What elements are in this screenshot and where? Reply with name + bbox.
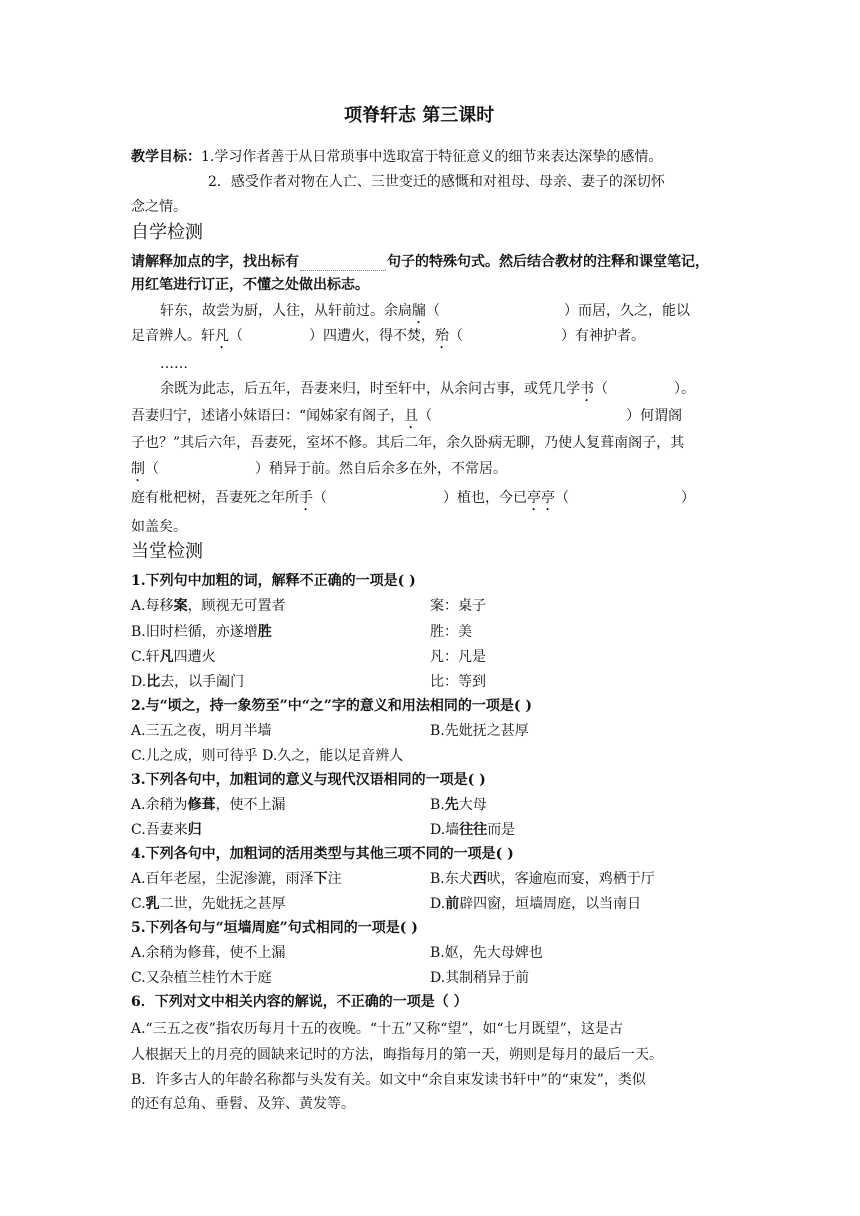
passage-2-line-1 (160, 380, 695, 405)
option-text: 四遭火 (173, 649, 216, 665)
passage-2-line-3: 子也？”其后六年，吾妻死，室坏不修。其后二年，余久卧病无聊，乃使人复葺南阁子，其 (131, 435, 685, 451)
passage-text: ）而居，久之，能以 (564, 303, 690, 319)
passage-text: 吾妻归宁，述诸小妹语曰：“闻姊家有阁子， (131, 408, 405, 424)
page-title: 项脊轩志 第三课时 (344, 105, 495, 126)
dotted-char: 凡 (215, 328, 229, 344)
option-text: B.旧时栏循，亦遂增 (131, 624, 258, 640)
q1-option-c-explanation: 凡：凡是 (430, 649, 486, 665)
q4-option-c[interactable] (131, 895, 286, 913)
q3-option-d[interactable] (430, 821, 515, 839)
instruction-text-a: 请解释加点的字，找出标有 (131, 254, 299, 270)
question-4-stem: 4.下列各句中，加粗词的活用类型与其他三项不同的一项是( ) (131, 846, 514, 862)
blank-open: （ (313, 490, 327, 506)
bold-word: 凡 (159, 649, 174, 665)
option-text: ，使不上漏 (215, 797, 286, 813)
option-text: C.吾妻来 (131, 822, 188, 838)
question-3-stem: 3.下列各句中，加粗词的意义与现代汉语相同的一项是( ) (131, 772, 486, 788)
section-heading-self-check: 自学检测 (131, 222, 203, 243)
option-text: B.东犬 (430, 871, 473, 887)
option-text: 大母 (458, 797, 487, 813)
q1-option-c[interactable] (131, 648, 216, 666)
option-text: A.每移 (131, 598, 174, 614)
option-text: A.百年老屋，尘泥渗漉，雨泽 (131, 871, 314, 887)
dotted-char: 牖 (412, 303, 426, 319)
blank-open: （ (229, 328, 243, 344)
option-text: 二世，先妣抚之甚厚 (159, 896, 286, 912)
option-text: A.余稍为 (131, 797, 188, 813)
option-text: 辟四窗，垣墙周庭，以当南日 (459, 896, 642, 912)
bold-word: 乳 (145, 896, 160, 912)
q6-option-a-line-2: 人根据天上的月亮的圆缺来记时的方法，晦指每月的第一天，朔则是每月的最后一天。 (131, 1047, 663, 1063)
bold-word: 归 (187, 822, 202, 838)
objective-2b: 念之情。 (131, 199, 187, 215)
passage-2-line-4 (131, 460, 507, 485)
passage-text: 余既为此志，后五年，吾妻来归，时至轩中，从余问古事，或凭几学 (160, 381, 580, 397)
bold-word: 往往 (459, 822, 488, 838)
q2-option-b[interactable]: B.先妣抚之甚厚 (430, 723, 529, 739)
q4-option-a[interactable] (131, 870, 342, 888)
passage-2-line-6: 如盖矣。 (131, 519, 187, 535)
passage-text: 轩东，故尝为厨，人往，从轩前过。余扃 (160, 303, 412, 319)
option-text: C.轩 (131, 649, 160, 665)
objective-2a: 2．感受作者对物在人亡、三世变迁的感慨和对祖母、母亲、妻子的深切怀 (208, 174, 665, 190)
q6-option-a-line-1[interactable]: A.“三五之夜”指农历每月十五的夜晚。“十五”又称“望”，如“七月既望”，这是古 (131, 1021, 623, 1037)
dotted-char: 且 (404, 408, 419, 424)
q1-option-b-explanation: 胜：美 (430, 624, 472, 640)
question-2-stem: 2.与“顷之，持一象笏至”中“之”字的意义和用法相同的一项是( ) (131, 698, 532, 714)
passage-text: 足音辨人。轩 (131, 328, 215, 344)
passage-2-line-5 (131, 489, 695, 514)
q4-option-d[interactable] (430, 895, 641, 913)
q3-option-b[interactable] (430, 796, 487, 814)
q6-option-b-line-2: 的还有总角、垂髫、及笄、黄发等。 (131, 1096, 355, 1112)
objective-line-1 (131, 148, 662, 166)
bold-word: 先 (444, 797, 459, 813)
option-text: C. (131, 896, 146, 912)
option-text: D. (430, 896, 446, 912)
option-text: ，顾视无可置者 (187, 598, 286, 614)
q2-option-a[interactable]: A.三五之夜，明月半墙 (131, 723, 272, 739)
passage-text: ）。 (674, 381, 695, 397)
section-heading-class-check: 当堂检测 (131, 541, 203, 562)
ellipsis: …… (160, 356, 188, 372)
passage-1-line-2 (131, 327, 645, 352)
blank-open: （ (145, 461, 159, 477)
q5-option-b[interactable]: B.妪，先大母婢也 (430, 945, 543, 961)
blank-open: （ (449, 328, 463, 344)
blank-open: （ (426, 303, 440, 319)
passage-text: ）稍异于前。然自后余多在外，不常居。 (255, 461, 507, 477)
q1-option-d-explanation: 比：等到 (430, 674, 486, 690)
passage-1-line-1 (160, 302, 690, 327)
q4-option-b[interactable] (430, 870, 655, 888)
passage-text: ）四遭火，得不焚， (309, 328, 435, 344)
bold-word: 下 (313, 871, 328, 887)
q1-option-b[interactable] (131, 623, 272, 641)
option-text: 注 (327, 871, 342, 887)
blank-open: （ (555, 490, 569, 506)
instruction-line-1 (131, 253, 709, 271)
passage-2-line-2 (131, 407, 682, 432)
q3-option-a[interactable] (131, 796, 286, 814)
bold-word: 修葺 (187, 797, 216, 813)
q5-option-c[interactable]: C.又杂植兰桂竹木于庭 (131, 970, 272, 986)
option-text: 去，以手阖门 (160, 674, 245, 690)
instruction-text-b: 句子的特殊句式。然后结合教材的注释和课堂笔记， (387, 254, 709, 270)
objective-1: 1.学习作者善于从日常琐事中选取富于特征意义的细节来表达深挚的感情。 (201, 149, 663, 165)
dotted-char: 制 (131, 461, 145, 477)
bold-word: 西 (472, 871, 487, 887)
blank-open: （ (594, 381, 608, 397)
q1-option-a[interactable] (131, 597, 286, 615)
instruction-line-2: 用红笔进行订正，不懂之处做出标志。 (131, 277, 369, 293)
q3-option-c[interactable] (131, 821, 202, 839)
q5-option-a[interactable]: A.余稍为修葺，使不上漏 (131, 945, 286, 961)
dotted-underline-sample (300, 258, 386, 271)
q5-option-d[interactable]: D.其制稍异于前 (430, 970, 530, 986)
option-text: D.墙 (430, 822, 460, 838)
bold-word: 案 (173, 598, 188, 614)
bold-word: 比 (146, 674, 161, 690)
option-text: D. (131, 674, 147, 690)
question-5-stem: 5.下列各句与“垣墙周庭”句式相同的一项是( ) (131, 920, 418, 936)
q6-option-b-line-1[interactable]: B．许多古人的年龄名称都与头发有关。如文中“余自束发读书轩中”的“束发”，类似 (131, 1072, 646, 1088)
question-1-stem: 1.下列句中加粗的词，解释不正确的一项是( ) (131, 573, 416, 589)
q1-option-a-explanation: 案：桌子 (430, 598, 486, 614)
dotted-char: 亭亭 (527, 490, 555, 506)
passage-text: 庭有枇杷树，吾妻死之年所 (131, 490, 299, 506)
q1-option-d[interactable] (131, 673, 244, 691)
question-6-stem: 6．下列对文中相关内容的解说，不正确的一项是（ ） (131, 994, 468, 1010)
blank-open: （ (418, 408, 433, 424)
option-text: B. (430, 797, 445, 813)
bold-word: 前 (445, 896, 460, 912)
dotted-char: 殆 (435, 328, 449, 344)
option-text: 而是 (487, 822, 516, 838)
passage-text: ） (681, 490, 695, 506)
dotted-char: 书 (580, 381, 594, 397)
dotted-char: 手 (299, 490, 313, 506)
passage-text: ）植也，今已 (443, 490, 527, 506)
passage-text: ）有神护者。 (561, 328, 645, 344)
passage-text: ）何谓阁 (626, 408, 683, 424)
bold-word: 胜 (257, 624, 272, 640)
objectives-label: 教学目标： (131, 149, 201, 165)
option-text: 吠，客逾庖而宴，鸡栖于厅 (486, 871, 655, 887)
q2-option-cd[interactable]: C.儿之成，则可待乎 D.久之，能以足音辨人 (131, 748, 404, 764)
